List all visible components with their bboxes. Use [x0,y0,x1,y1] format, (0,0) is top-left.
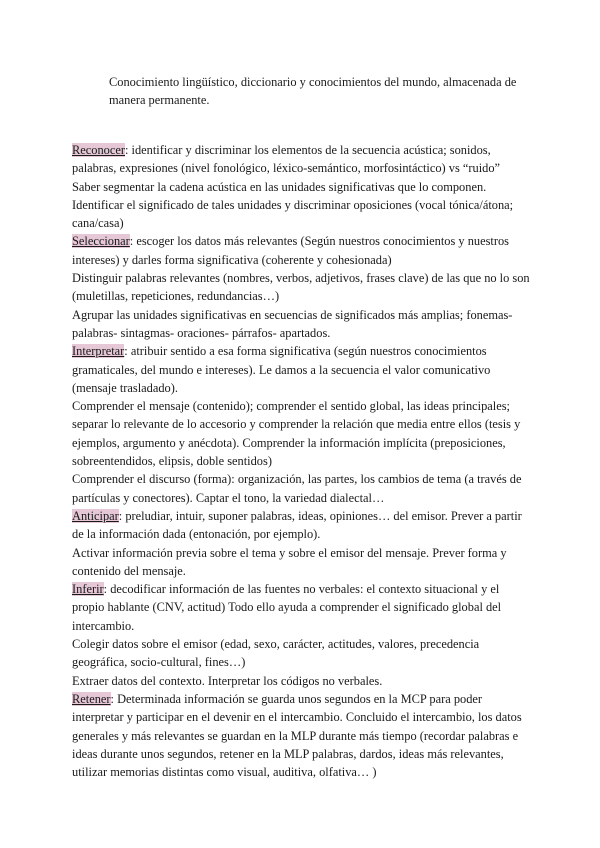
section-anticipar [72,507,534,544]
term-highlight: Inferir [72,582,104,597]
point-paragraph: Extraer datos del contexto. Interpretar los códigos no verbales. [72,673,383,688]
term-highlight: Interpretar [72,344,125,359]
section-seleccionar [72,232,534,269]
section-interpretar [72,342,534,397]
term-highlight: Retener [72,691,111,706]
term-definition: : preludiar, intuir, suponer palabras, ideas, opiniones… del emisor. Prever a partir de la información dada (entonación, por ejemplo). [72,508,522,542]
term-definition: : escoger los datos más relevantes (Según nuestros conocimientos y nuestros intereses) y darles forma significativa (coherente y cohesionada) [72,234,510,267]
point-paragraph: Distinguir palabras relevantes (nombres, verbos, adjetivos, frases clave) de las que no lo son (muletillas, repeticiones, redundancias…) [72,271,530,304]
intro-paragraph: Conocimiento lingüístico, diccionario y conocimientos del mundo, almacenada de manera permanente. [109,75,517,107]
point-paragraph: Colegir datos sobre el emisor (edad, sexo, carácter, actitudes, valores, precedencia geográfica, socio-cultural, fines…) [72,637,480,670]
term-definition: : atribuir sentido a esa forma significativa (según nuestros conocimientos gramaticales, del mundo e intereses). Le damos a la secuencia el valor comunicativo (mensaje trasladado). [72,344,491,395]
term-definition: : identificar y discriminar los elementos de la secuencia acústica; sonidos, palabras, expresiones (nivel fonológico, léxico-semántico, morfosintáctico) vs “ruido” [72,143,501,176]
term-highlight: Seleccionar [72,234,130,249]
section-reconocer [72,141,534,178]
term-highlight: Anticipar [72,508,119,523]
document-body [72,141,534,781]
section-inferir [72,580,534,635]
point-paragraph: Identificar el significado de tales unidades y discriminar oposiciones (vocal tónica/átona; cana/casa) [72,197,514,231]
term-definition: : decodificar información de las fuentes no verbales: el contexto situacional y el propio hablante (CNV, actitud) Todo ello ayuda a comprender el significado global del intercambio. [72,582,502,633]
point-paragraph: Activar información previa sobre el tema y sobre el emisor del mensaje. Prever forma y contenido del mensaje. [72,545,507,578]
point-paragraph: Comprender el mensaje (contenido); comprender el sentido global, las ideas principales; separar lo relevante de lo accesorio y comprender la relación que media entre ellos (tesis y ejemplos, argumento y anécdota). Comprender la información implícita (preposiciones, sobreentendidos, elipsis, doble sentidos) [72,399,521,469]
point-paragraph: Comprender el discurso (forma): organización, las partes, los cambios de tema (a través de partículas y conectores). Captar el tono, la variedad dialectal… [72,472,522,505]
section-retener [72,690,534,781]
term-highlight: Reconocer [72,143,125,157]
term-definition: : Determinada información se guarda unos segundos en la MCP para poder interpretar y participar en el devenir en el intercambio. Concluido el intercambio, los datos generales y más relevantes se guardan en la MLP durante más tiempo (recordar palabras e ideas durante unos segundos, retener en la MLP palabras, dardos, ideas más relevantes, utilizar memorias distintas como visual, auditiva, olfativa… ) [72,691,522,780]
point-paragraph: Agrupar las unidades significativas en secuencias de significados más amplias; fonemas- palabras- sintagmas- oraciones- párrafos- apartados. [72,307,513,340]
point-paragraph: Saber segmentar la cadena acústica en las unidades significativas que lo componen. [72,179,487,194]
